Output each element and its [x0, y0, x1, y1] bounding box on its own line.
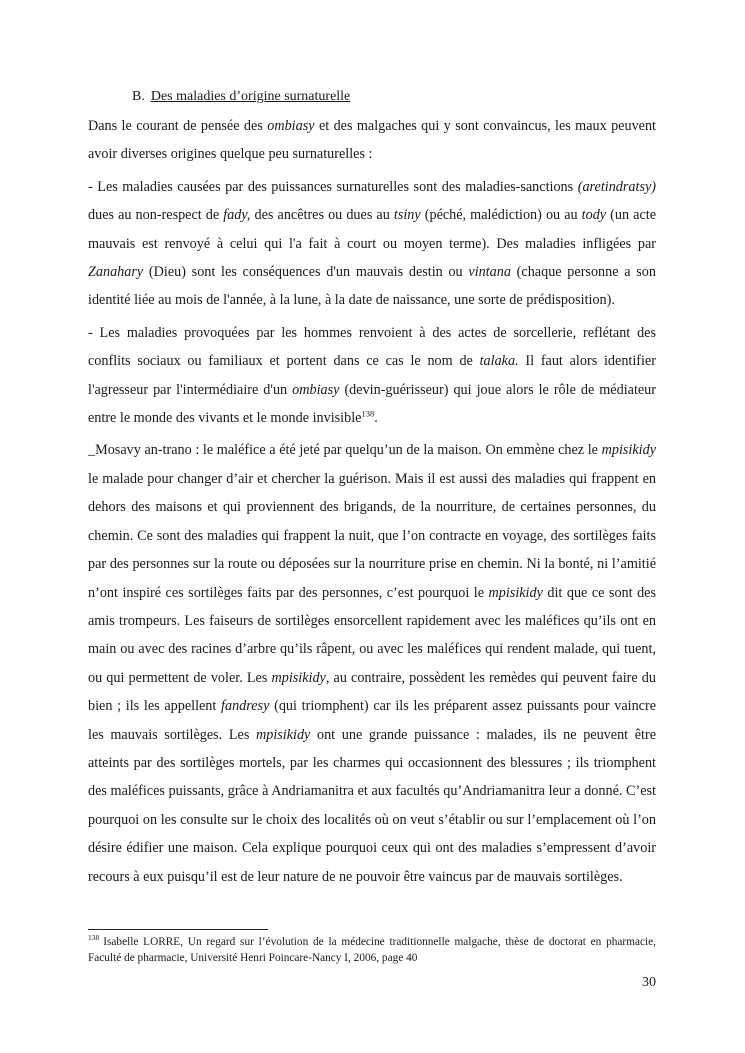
- italic-term: talaka.: [479, 353, 519, 370]
- text-run: Dans le courant de pensée des: [88, 118, 268, 134]
- italic-term: vintana: [468, 264, 511, 281]
- paragraph-intro: [88, 112, 656, 169]
- paragraph-supernatural: [88, 173, 656, 315]
- italic-term: ombiasy: [267, 118, 315, 134]
- page-number: 30: [642, 975, 656, 990]
- text-run: dit que ce sont des amis trompeurs. Les faiseurs de sortilèges ensorcellent rapidement avec les maléfices qu’ils ont en main ou avec des racines d’arbre qu’ils râpent, ou avec les maléfices qui rendent malade, qui tuent, ou qui permettent de voler. Les: [88, 584, 656, 686]
- paragraph-mosavy: [88, 436, 656, 891]
- text-run: (qui triomphent) car ils les préparent assez puissants pour vaincre les mauvais sortilèges. Les: [88, 698, 657, 743]
- italic-term: mpisikidy: [488, 584, 543, 601]
- text-run: _Mosavy an-trano : le maléfice a été jeté par quelqu’un de la maison. On emmène chez le: [88, 442, 602, 459]
- text-run: (un acte mauvais est renvoyé à celui qui l'a fait à court ou moyen terme). Des maladies infligées par: [88, 207, 656, 252]
- italic-term: ombiasy: [292, 381, 340, 398]
- italic-term: mpisikidy: [271, 669, 326, 686]
- text-run: , au contraire, possèdent les remèdes qui peuvent faire du bien ; ils les appellent: [88, 669, 656, 715]
- text-run: dues au non-respect de: [88, 207, 224, 224]
- text-run: (péché, malédiction) ou au: [420, 207, 582, 224]
- footnote-divider: [88, 929, 268, 930]
- page-body: [88, 86, 656, 895]
- footnote-number: 138: [88, 933, 100, 943]
- text-run: Il faut alors identifier l'agresseur par l'intermédiaire d'un: [88, 353, 656, 398]
- text-run: - Les maladies provoquées par les hommes renvoient à des actes de sorcellerie, reflétant des conflits sociaux ou familiaux et portent dans ce cas le nom de: [88, 324, 656, 370]
- italic-term: mpisikidy: [255, 726, 311, 743]
- italic-term: tody: [581, 207, 607, 224]
- section-heading: [88, 86, 656, 108]
- section-letter: B.: [132, 89, 145, 104]
- text-run: .: [374, 410, 378, 427]
- italic-term: tsiny: [393, 207, 421, 224]
- text-run: des ancêtres ou dues au: [250, 207, 394, 224]
- paragraph-human-caused: [88, 319, 656, 433]
- text-run: ont une grande puissance : malades, ils ne peuvent être atteints par des sortilèges mortels, par les charmes qui occasionnent des blessures ; ils triomphent des maléfices puissants, grâce à Andriamanitra et aux facultés qu’Andriamanitra leur a donné. C’est pourquoi on les consulte sur le choix des localités où on veut s’établir ou sur l’emplacement où l’on désire édifier une maison. Cela explique pourquoi ceux qui ont des maladies s’empressent d’avoir recours à eux puisqu’il est de leur nature de ne pouvoir être vaincus par de mauvais sortilèges.: [88, 726, 656, 885]
- section-title: Des maladies d’origine surnaturelle: [150, 89, 351, 104]
- text-run: et des malgaches qui y sont convaincus, les maux peuvent avoir diverses origines quelque peu surnaturelles :: [88, 118, 657, 163]
- text-run: (Dieu) sont les conséquences d'un mauvais destin ou: [143, 264, 469, 281]
- italic-term: fandresy: [221, 698, 270, 715]
- italic-term: fady,: [223, 207, 251, 224]
- text-run: le malade pour changer d’air et chercher la guérison. Mais il est aussi des maladies qui frappent en dehors des maisons et qui proviennent des brigands, de la nourriture, de certaines personnes, du chemin. Ce sont des maladies qui frappent la nuit, que l’on contracte en voyage, des sortilèges faits par des personnes sur la route ou déposées sur la nourriture prise en chemin. Ni la bonté, ni l’amitié n’ont inspiré ces sortilèges faits par des personnes, c’est pourquoi le: [88, 470, 656, 601]
- text-run: (chaque personne a son identité liée au mois de l'année, à la lune, à la date de naissance, une sorte de prédisposition).: [88, 264, 656, 309]
- italic-term: mpisikidy: [601, 442, 656, 459]
- footnote-text: Isabelle LORRE, Un regard sur l’évolution de la médecine traditionnelle malgache, thèse de doctorat en pharmacie, Faculté de pharmacie, Université Henri Poincare-Nancy I, 2006, page 40: [88, 936, 656, 964]
- text-run: (devin-guérisseur) qui joue alors le rôle de médiateur entre le monde des vivants et le monde invisible: [88, 381, 656, 427]
- text-run: - Les maladies causées par des puissances surnaturelles sont des maladies-sanctions: [88, 178, 578, 195]
- italic-term: (aretindratsy): [577, 178, 656, 195]
- italic-term: Zanahary: [88, 264, 144, 281]
- footnote: [88, 934, 656, 966]
- footnote-reference[interactable]: 138: [361, 408, 375, 419]
